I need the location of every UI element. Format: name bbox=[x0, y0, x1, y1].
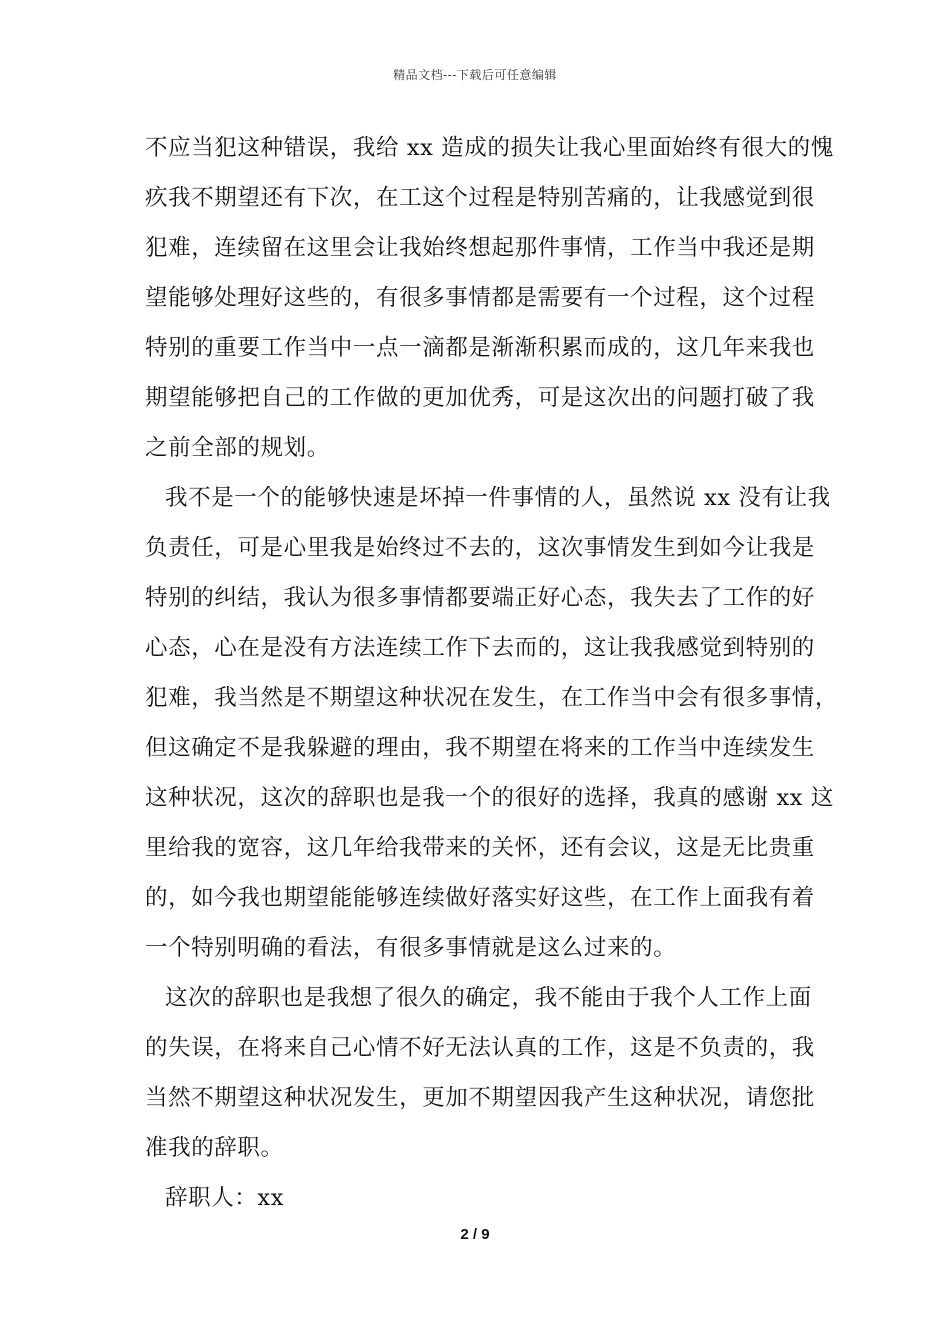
body-line: 的失误，在将来自己心情不好无法认真的工作，这是不负责的，我 bbox=[145, 1035, 815, 1061]
body-line: 不应当犯这种错误，我给 xx 造成的损失让我心里面始终有很大的愧 bbox=[145, 135, 834, 161]
body-line: 望能够处理好这些的，有很多事情都是需要有一个过程，这个过程 bbox=[145, 285, 815, 311]
body-line: 我不是一个的能够快速是坏掉一件事情的人，虽然说 xx 没有让我 bbox=[165, 485, 831, 511]
body-line: 这种状况，这次的辞职也是我一个的很好的选择，我真的感谢 xx 这 bbox=[145, 785, 834, 811]
body-line: 特别的重要工作当中一点一滴都是渐渐积累而成的，这几年来我也 bbox=[145, 335, 815, 361]
body-line: 里给我的宽容，这几年给我带来的关怀，还有会议，这是无比贵重 bbox=[145, 835, 815, 861]
body-line: 之前全部的规划。 bbox=[145, 435, 330, 461]
body-line: 当然不期望这种状况发生，更加不期望因我产生这种状况，请您批 bbox=[145, 1085, 815, 1111]
page-header: 精品文档---下载后可任意编辑 bbox=[393, 68, 557, 82]
body-line: 一个特别明确的看法，有很多事情就是这么过来的。 bbox=[145, 935, 677, 961]
body-line: 的，如今我也期望能能够连续做好落实好这些，在工作上面我有着 bbox=[145, 885, 815, 911]
body-line: 特别的纠结，我认为很多事情都要端正好心态，我失去了工作的好 bbox=[145, 585, 815, 611]
body-line: 疚我不期望还有下次，在工这个过程是特别苦痛的，让我感觉到很 bbox=[145, 185, 815, 211]
page-number: 2 / 9 bbox=[460, 1226, 490, 1243]
body-line: 期望能够把自己的工作做的更加优秀，可是这次出的问题打破了我 bbox=[145, 385, 815, 411]
body-line: 但这确定不是我躲避的理由，我不期望在将来的工作当中连续发生 bbox=[145, 735, 815, 761]
body-line: 犯难，我当然是不期望这种状况在发生，在工作当中会有很多事情， bbox=[145, 685, 839, 711]
body-line: 犯难，连续留在这里会让我始终想起那件事情，工作当中我还是期 bbox=[145, 235, 815, 261]
body-line: 准我的辞职。 bbox=[145, 1135, 284, 1161]
signature-line: 辞职人：xx bbox=[165, 1185, 284, 1211]
body-line: 负责任，可是心里我是始终过不去的，这次事情发生到如今让我是 bbox=[145, 535, 815, 561]
body-line: 心态，心在是没有方法连续工作下去而的，这让我我感觉到特别的 bbox=[145, 635, 815, 661]
body-line: 这次的辞职也是我想了很久的确定，我不能由于我个人工作上面 bbox=[165, 985, 812, 1011]
